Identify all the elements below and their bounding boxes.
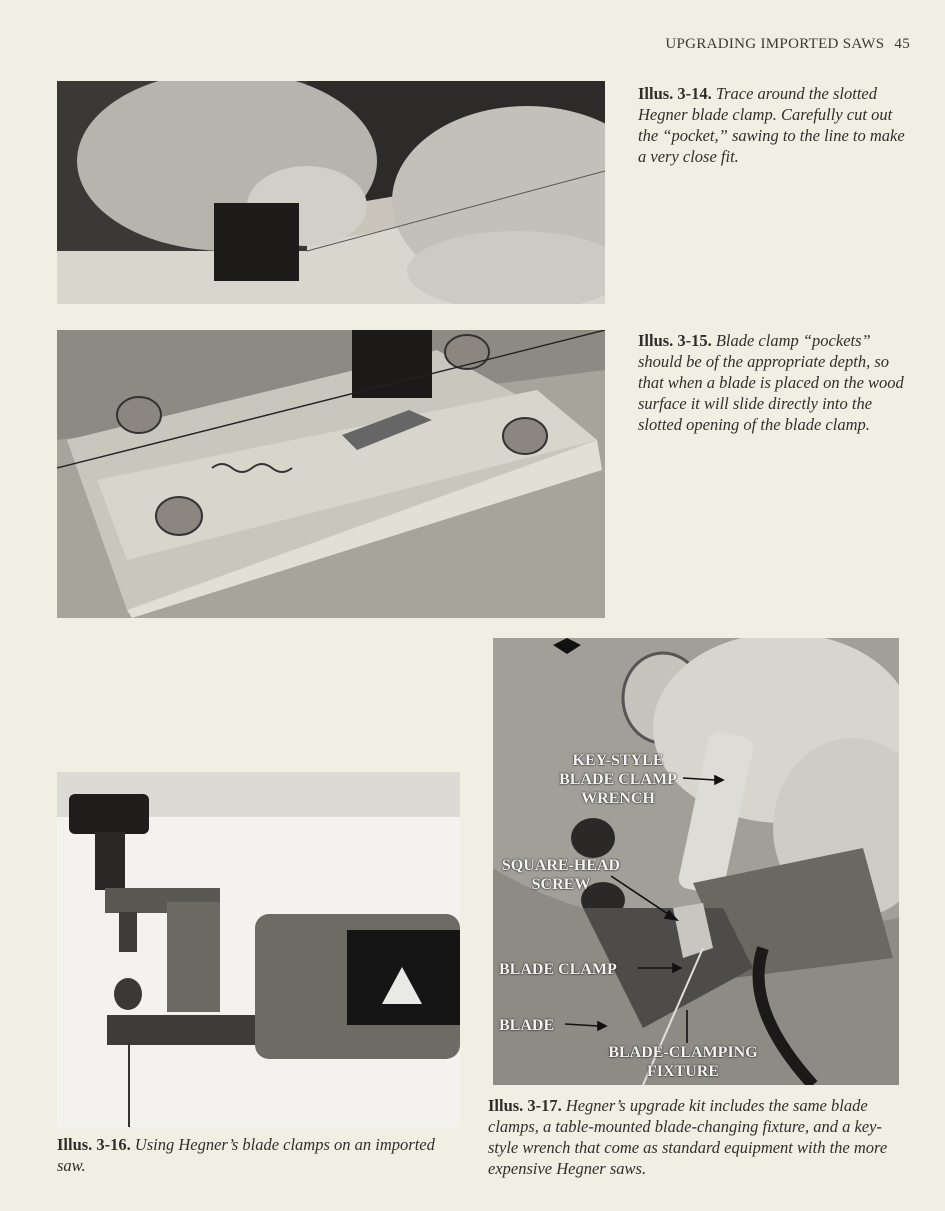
photo-illus-3-15 (57, 330, 605, 618)
callout-line: BLADE-CLAMPING (608, 1044, 758, 1061)
callout-line: FIXTURE (646, 1063, 719, 1080)
callout-blade: BLADE (499, 1017, 555, 1034)
figure-label: Illus. 3-16. (57, 1135, 131, 1154)
running-head (600, 36, 910, 53)
callout-line: BLADE CLAMP (559, 771, 677, 788)
caption-illus-3-15 (638, 330, 906, 435)
figure-label: Illus. 3-15. (638, 331, 712, 350)
caption-illus-3-17 (488, 1095, 906, 1179)
page-number: 45 (894, 36, 910, 52)
figure-label: Illus. 3-17. (488, 1096, 562, 1115)
figure-caption: Hegner’s upgrade kit includes the same blade clamps, a table-mounted blade-changing fixture, and a key-style wrench that come as standard equipment with the more expensive Hegner saws. (488, 1096, 888, 1178)
figure-caption: Trace around the slotted Hegner blade clamp. Carefully cut out the “pocket,” sawing to the line to make a very close fit. (638, 84, 905, 166)
callout-blade-clamp: BLADE CLAMP (499, 961, 617, 978)
caption-illus-3-16 (57, 1134, 467, 1176)
caption-illus-3-14 (638, 83, 906, 167)
figure-label: Illus. 3-14. (638, 84, 712, 103)
photo-illus-3-14 (57, 81, 605, 304)
callout-line: SQUARE-HEAD (501, 857, 621, 874)
figure-caption: Blade clamp “pockets” should be of the appropriate depth, so that when a blade is placed on the wood surface it will slide directly into the slotted opening of the blade clamp. (638, 331, 904, 434)
figure-caption: Using Hegner’s blade clamps on an imported saw. (57, 1135, 435, 1175)
running-head-title: UPGRADING IMPORTED SAWS (665, 36, 885, 52)
photo-illus-3-16 (57, 772, 460, 1127)
callout-line: SCREW (531, 876, 591, 893)
photo-illus-3-17 (493, 638, 899, 1085)
callout-arrows (493, 638, 899, 1085)
callout-line: KEY-STYLE (572, 752, 664, 769)
callout-line: WRENCH (581, 790, 655, 807)
